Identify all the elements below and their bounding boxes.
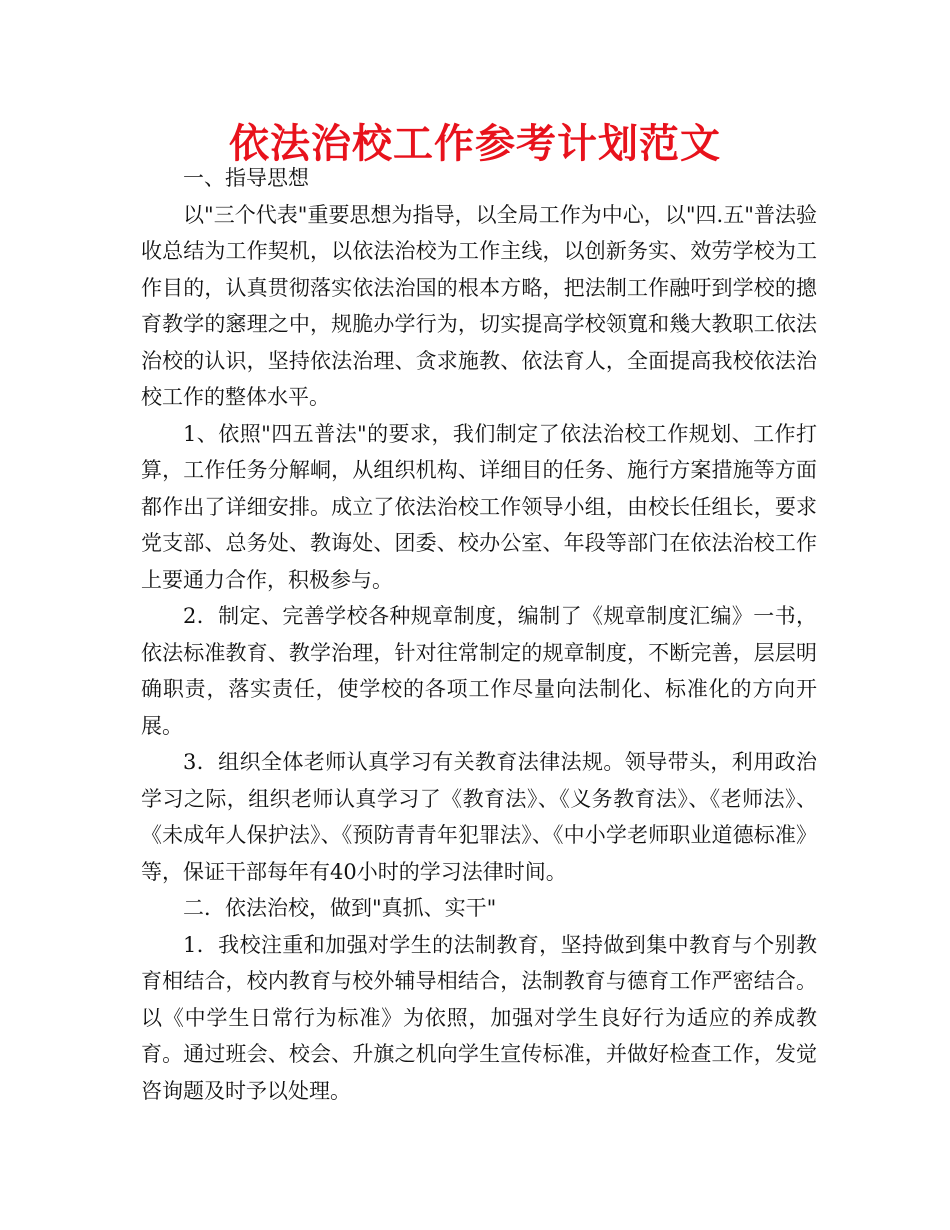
section-heading-rule-of-law: 二．依法治校，做到"真抓、实干" <box>183 896 497 920</box>
paragraph-item-2: 2．制定、完善学校各种规章制度，编制了《规章制度汇编》一书，依法标准教育、教学治理，针对往常制定的规章制度，不断完善，层层明确职责，落实责任，使学校的各项工作尽量向法制化、标准化的方向开展。 <box>141 604 817 738</box>
section-heading-guiding-ideology: 一、指导思想 <box>183 166 309 190</box>
paragraph-section2-item-1: 1．我校注重和加强对学生的法制教育，坚持做到集中教育与个别教育相结合，校内教育与校外辅导相结合，法制教育与德育工作严密结合。以《中学生日常行为标准》为依照，加强对学生良好行为适应的养成教育。通过班会、校会、升旗之机向学生宣传标准，并做好检查工作，发觉咨询题及时予以处理。 <box>141 932 817 1103</box>
document-title: 依法治校工作参考计划范文 <box>229 121 721 167</box>
paragraph-item-1: 1、依照"四五普法"的要求，我们制定了依法治校工作规划、工作打算，工作任务分解峒，从组织机构、详细目的任务、施行方案措施等方面都作出了详细安排。成立了依法治校工作领导小组，由校长任组长，要求党支部、总务处、教诲处、团委、校办公室、年段等部门在依法治校工作上要通力合作，积极参与。 <box>141 421 817 592</box>
paragraph-guiding-ideology: 以"三个代表"重要思想为指导，以全局工作为中心，以"四.五"普法验收总结为工作契机，以依法治校为工作主线，以创新务实、效劳学校为工作目的，认真贯彻落实依法治国的根本方略，把法制工作融吁到学校的摠育教学的窸理之中，规脆办学行为，切实提高学校领寬和幾大教职工依法治校的认识，坚持依法治理、贪求施教、依法育人，全面提高我校依法治校工作的整体水平。 <box>141 202 817 409</box>
paragraph-item-3: 3．组织全体老师认真学习有关教育法律法规。领导带头，利用政治学习之际，组织老师认真学习了《教育法》、《义务教育法》、《老师法》、《未成年人保护法》、《预防青青年犯罪法》、《中小学老师职业道德标准》等，保证干部每年有40小时的学习法律时间。 <box>141 750 817 884</box>
document-body <box>141 160 817 1109</box>
